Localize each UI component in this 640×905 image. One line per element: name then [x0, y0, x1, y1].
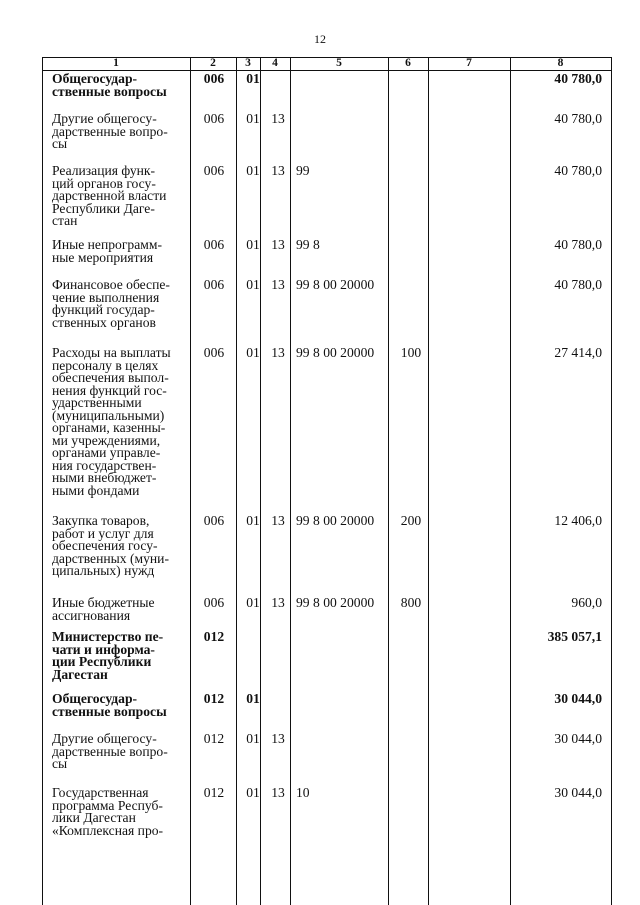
- cell-c8: 40 780,0: [554, 277, 602, 292]
- cell-c4: 13: [271, 785, 285, 800]
- cell-c3: 01: [246, 785, 260, 800]
- column-header: 8: [557, 57, 564, 69]
- cell-c3: 01: [246, 163, 260, 178]
- cell-c8: 385 057,1: [547, 629, 602, 644]
- column-header: 5: [336, 57, 342, 69]
- row-label: Другие общегосу- дарственные вопро- сы: [52, 111, 168, 151]
- cell-c2: 006: [203, 111, 225, 126]
- cell-c3: 01: [246, 277, 260, 292]
- row-label: Общегосудар- ственные вопросы: [52, 691, 167, 719]
- column-divider: [510, 57, 511, 905]
- column-divider: [611, 57, 612, 905]
- cell-c3: 01: [246, 731, 260, 746]
- column-header: 1: [113, 57, 119, 69]
- cell-c2: 012: [203, 731, 225, 746]
- page-number: 12: [314, 32, 326, 46]
- row-label: Государственная программа Респуб- лики Дагестан «Комплексная про-: [52, 785, 164, 838]
- table-header-row: [42, 57, 612, 71]
- cell-c4: 13: [271, 111, 285, 126]
- cell-c5: 10: [296, 785, 310, 800]
- column-header: 2: [210, 57, 216, 69]
- cell-c8: 960,0: [571, 595, 602, 610]
- row-label: Иные непрограмм- ные мероприятия: [52, 237, 162, 265]
- cell-c4: 13: [271, 731, 285, 746]
- row-label: Министерство пе- чати и информа- ции Республики Дагестан: [52, 629, 164, 682]
- column-divider: [42, 57, 43, 905]
- cell-c5: 99 8 00 20000: [296, 345, 375, 360]
- cell-c8: 30 044,0: [554, 731, 602, 746]
- cell-c3: 01: [246, 71, 260, 86]
- cell-c3: 01: [246, 345, 260, 360]
- column-divider: [236, 57, 237, 905]
- column-divider: [290, 57, 291, 905]
- cell-c6: 200: [400, 513, 422, 528]
- cell-c2: 006: [203, 71, 225, 86]
- row-label: Другие общегосу- дарственные вопро- сы: [52, 731, 168, 771]
- cell-c3: 01: [246, 111, 260, 126]
- column-divider: [428, 57, 429, 905]
- cell-c8: 40 780,0: [554, 163, 602, 178]
- cell-c8: 40 780,0: [554, 237, 602, 252]
- cell-c2: 006: [203, 513, 225, 528]
- cell-c4: 13: [271, 163, 285, 178]
- cell-c8: 30 044,0: [554, 785, 602, 800]
- column-divider: [388, 57, 389, 905]
- cell-c5: 99: [296, 163, 310, 178]
- cell-c8: 30 044,0: [554, 691, 602, 706]
- cell-c3: 01: [246, 513, 260, 528]
- row-label: Закупка товаров, работ и услуг для обеспечения госу- дарственных (муни- ципальных) нужд: [52, 513, 169, 578]
- row-label: Финансовое обеспе- чение выполнения функций государ- ственных органов: [52, 277, 170, 330]
- cell-c2: 006: [203, 277, 225, 292]
- cell-c8: 40 780,0: [554, 111, 602, 126]
- column-header: 3: [245, 57, 251, 69]
- cell-c5: 99 8 00 20000: [296, 513, 375, 528]
- cell-c8: 27 414,0: [554, 345, 602, 360]
- column-divider: [190, 57, 191, 905]
- row-label: Иные бюджетные ассигнования: [52, 595, 155, 623]
- cell-c4: 13: [271, 237, 285, 252]
- row-label: Общегосудар- ственные вопросы: [52, 71, 167, 99]
- budget-table: [42, 57, 612, 905]
- cell-c8: 12 406,0: [554, 513, 602, 528]
- row-label: Расходы на выплаты персоналу в целях обеспечения выпол- нения функций гос- ударственными (муниципальными) органами, казенны- ми учреждениями, органами управле- ния государствен- ными внебюджет- ными фондами: [52, 345, 171, 498]
- cell-c5: 99 8: [296, 237, 320, 252]
- cell-c2: 006: [203, 237, 225, 252]
- cell-c2: 006: [203, 163, 225, 178]
- cell-c2: 012: [203, 691, 225, 706]
- column-header: 4: [272, 57, 278, 69]
- cell-c4: 13: [271, 595, 285, 610]
- cell-c2: 006: [203, 345, 225, 360]
- cell-c4: 13: [271, 513, 285, 528]
- cell-c3: 01: [246, 237, 260, 252]
- cell-c5: 99 8 00 20000: [296, 277, 375, 292]
- column-header: 7: [466, 57, 472, 69]
- cell-c6: 100: [400, 345, 422, 360]
- row-label: Реализация функ- ций органов госу- дарственной власти Республики Даге- стан: [52, 163, 167, 228]
- cell-c3: 01: [246, 595, 260, 610]
- column-header: 6: [405, 57, 411, 69]
- column-divider: [260, 57, 261, 905]
- cell-c8: 40 780,0: [554, 71, 602, 86]
- cell-c5: 99 8 00 20000: [296, 595, 375, 610]
- cell-c6: 800: [400, 595, 422, 610]
- cell-c4: 13: [271, 345, 285, 360]
- cell-c2: 006: [203, 595, 225, 610]
- cell-c4: 13: [271, 277, 285, 292]
- cell-c2: 012: [203, 785, 225, 800]
- cell-c3: 01: [246, 691, 260, 706]
- cell-c2: 012: [203, 629, 225, 644]
